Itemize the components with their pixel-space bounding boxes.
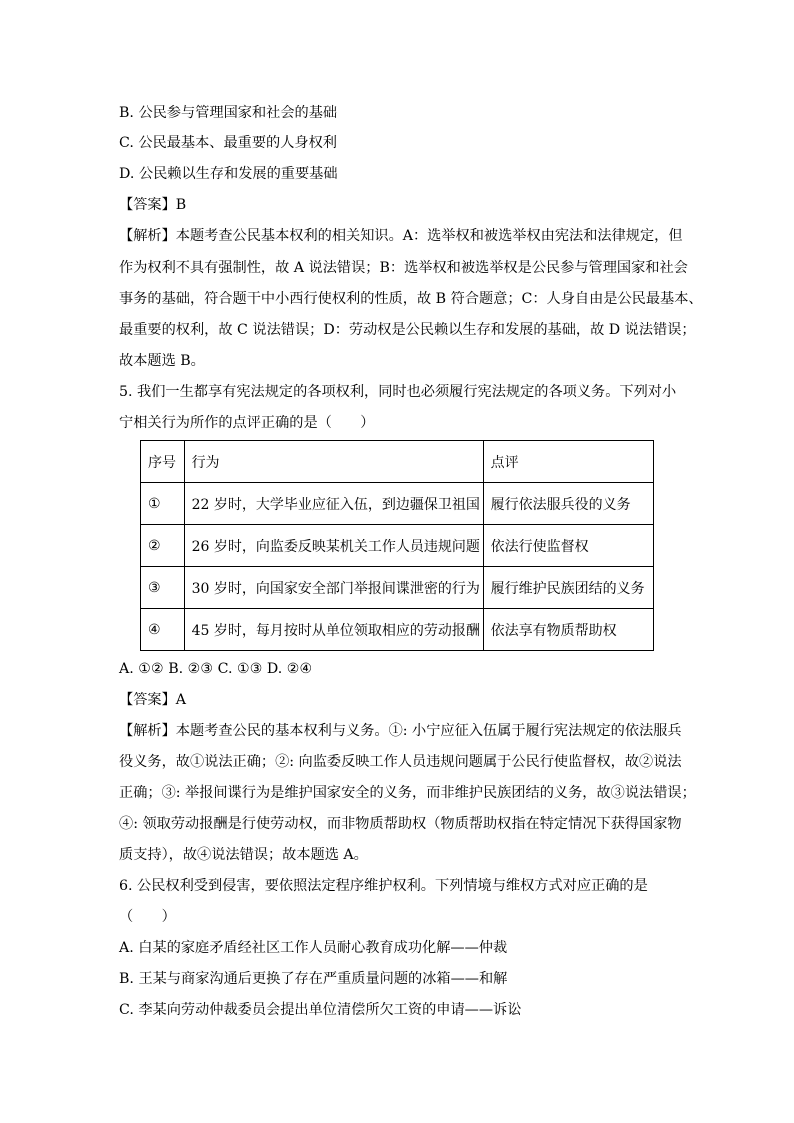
q5-options: A. ①② B. ②③ C. ①③ D. ②④ — [119, 661, 313, 677]
table-cell-index: ② — [141, 525, 185, 567]
table-cell-action: 30 岁时，向国家安全部门举报间谍泄密的行为 — [184, 567, 483, 609]
table-cell-index: ③ — [141, 567, 185, 609]
q6-stem-line: （ ） — [119, 909, 176, 925]
q6-option-c: C. 李某向劳动仲裁委员会提出单位清偿所欠工资的申请——诉讼 — [119, 1002, 522, 1018]
q5-answer: 【答案】A — [119, 692, 186, 708]
table-header-cell: 行为 — [184, 441, 483, 483]
table-header-row — [141, 441, 654, 483]
q5-stem-line: 5. 我们一生都享有宪法规定的各项权利，同时也必须履行宪法规定的各项义务。下列对小 — [119, 384, 677, 400]
table-cell-action: 45 岁时，每月按时从单位领取相应的劳动报酬 — [184, 609, 483, 651]
q4-answer: 【答案】B — [119, 197, 187, 213]
q4-analysis-line: 事务的基础，符合题干中小西行使权利的性质，故 B 符合题意；C：人身自由是公民最基本、 — [119, 291, 703, 307]
table-cell-index: ① — [141, 483, 185, 525]
q6-option-a: A. 白某的家庭矛盾经社区工作人员耐心教育成功化解——仲裁 — [119, 940, 508, 956]
q5-analysis-line: 质支持），故④说法错误；故本题选 A。 — [119, 847, 368, 863]
table-cell-action: 26 岁时，向监委反映某机关工作人员违规问题 — [184, 525, 483, 567]
q4-option-c: C. 公民最基本、最重要的人身权利 — [119, 135, 337, 151]
q4-option-b: B. 公民参与管理国家和社会的基础 — [119, 105, 338, 121]
q5-stem-line: 宁相关行为所作的点评正确的是（ ） — [119, 415, 375, 431]
table-cell-comment: 依法行使监督权 — [483, 525, 653, 567]
q5-table — [140, 440, 654, 651]
q4-analysis-line: 最重要的权利，故 C 说法错误；D：劳动权是公民赖以生存和发展的基础，故 D 说法错误； — [119, 322, 696, 338]
q5-analysis-line: 役义务，故①说法正确；②: 向监委反映工作人员违规问题属于公民行使监督权，故②说法 — [119, 754, 682, 770]
q4-analysis-line: 【解析】本题考查公民基本权利的相关知识。A：选举权和被选举权由宪法和法律规定，但 — [119, 228, 683, 244]
q5-analysis-line: 【解析】本题考查公民的基本权利与义务。①: 小宁应征入伍属于履行宪法规定的依法服兵 — [119, 723, 682, 739]
q4-option-d: D. 公民赖以生存和发展的重要基础 — [119, 166, 338, 182]
table-row — [141, 483, 654, 525]
table-row — [141, 609, 654, 651]
table-cell-comment: 履行依法服兵役的义务 — [483, 483, 653, 525]
q5-analysis-line: ④: 领取劳动报酬是行使劳动权，而非物质帮助权（物质帮助权指在特定情况下获得国家物 — [119, 816, 682, 832]
q4-analysis-line: 故本题选 B。 — [119, 353, 205, 369]
q6-stem-line: 6. 公民权利受到侵害，要依照法定程序维护权利。下列情境与维权方式对应正确的是 — [119, 878, 648, 894]
table-row — [141, 567, 654, 609]
table-cell-comment: 依法享有物质帮助权 — [483, 609, 653, 651]
table-row — [141, 525, 654, 567]
q4-analysis-line: 作为权利不具有强制性，故 A 说法错误；B：选举权和被选举权是公民参与管理国家和社会 — [119, 260, 688, 276]
table-cell-action: 22 岁时，大学毕业应征入伍，到边疆保卫祖国 — [184, 483, 483, 525]
table-cell-index: ④ — [141, 609, 185, 651]
q5-analysis-line: 正确；③: 举报间谍行为是维护国家安全的义务，而非维护民族团结的义务，故③说法错误； — [119, 785, 696, 801]
table-header-cell: 序号 — [141, 441, 185, 483]
table-header-cell: 点评 — [483, 441, 653, 483]
table-cell-comment: 履行维护民族团结的义务 — [483, 567, 653, 609]
q6-option-b: B. 王某与商家沟通后更换了存在严重质量问题的冰箱——和解 — [119, 971, 508, 987]
